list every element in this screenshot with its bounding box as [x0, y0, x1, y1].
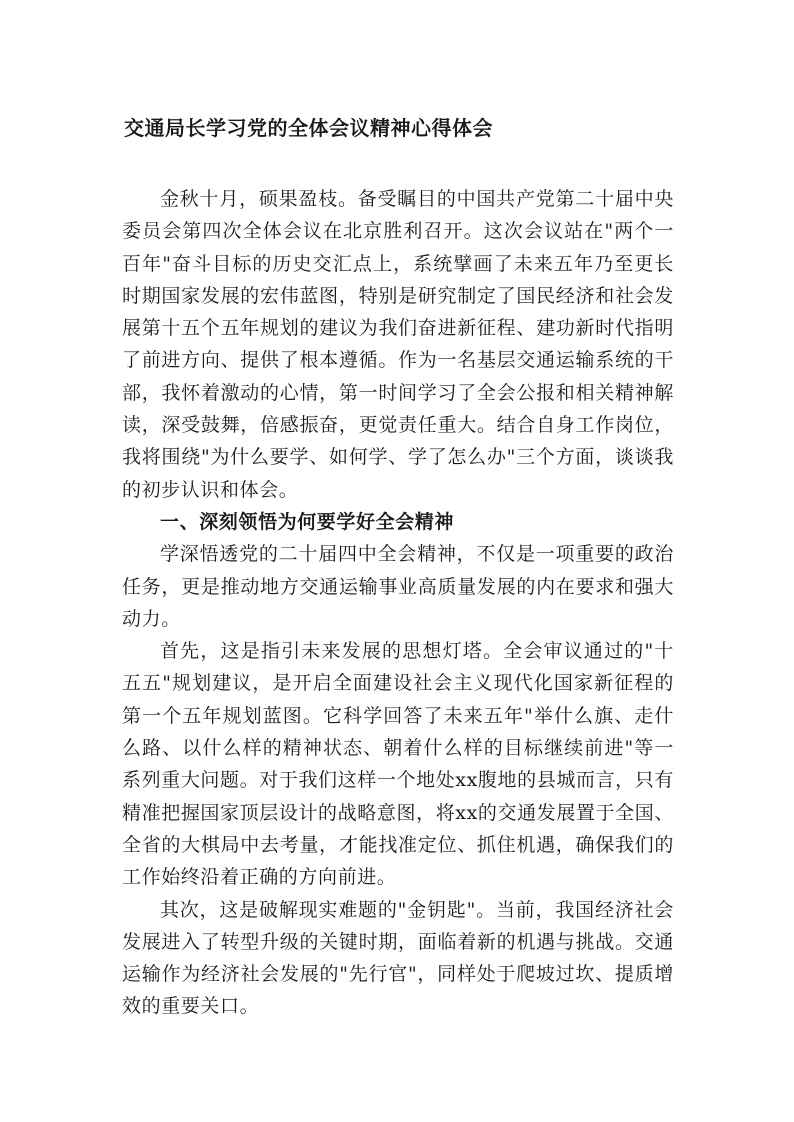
section-paragraph: 其次，这是破解现实难题的"金钥匙"。当前，我国经济社会发展进入了转型升级的关键时期，面临着新的机遇与挑战。交通运输作为经济社会发展的"先行官"，同样处于爬坡过坎、提质增效的重要关口。: [122, 898, 674, 1018]
section-paragraph: 学深悟透党的二十届四中全会精神，不仅是一项重要的政治任务，更是推动地方交通运输事业高质量发展的内在要求和强大动力。: [122, 543, 674, 630]
document-title: 交通局长学习党的全体会议精神心得体会: [124, 116, 493, 140]
section-paragraph: 首先，这是指引未来发展的思想灯塔。全会审议通过的"十五五"规划建议，是开启全面建设社会主义现代化国家新征程的第一个五年规划蓝图。它科学回答了未来五年"举什么旗、走什么路、以什么样的精神状态、朝着什么样的目标继续前进"等一系列重大问题。对于我们这样一个地处xx腹地的县城而言，只有精准把握国家顶层设计的战略意图，将xx的交通发展置于全国、全省的大棋局中去考量，才能找准定位、抓住机遇，确保我们的工作始终沿着正确的方向前进。: [122, 640, 674, 889]
intro-paragraph: 金秋十月，硕果盈枝。备受瞩目的中国共产党第二十届中央委员会第四次全体会议在北京胜利召开。这次会议站在"两个一百年"奋斗目标的历史交汇点上，系统擘画了未来五年乃至更长时期国家发展的宏伟蓝图，特别是研究制定了国民经济和社会发展第十五个五年规划的建议为我们奋进新征程、建功新时代指明了前进方向、提供了根本遵循。作为一名基层交通运输系统的干部，我怀着激动的心情，第一时间学习了全会公报和相关精神解读，深受鼓舞，倍感振奋，更觉责任重大。结合自身工作岗位，我将围绕"为什么要学、如何学、学了怎么办"三个方面，谈谈我的初步认识和体会。: [122, 188, 674, 501]
document-body: [122, 183, 674, 1023]
section-heading: 一、深刻领悟为何要学好全会精神: [160, 510, 455, 533]
